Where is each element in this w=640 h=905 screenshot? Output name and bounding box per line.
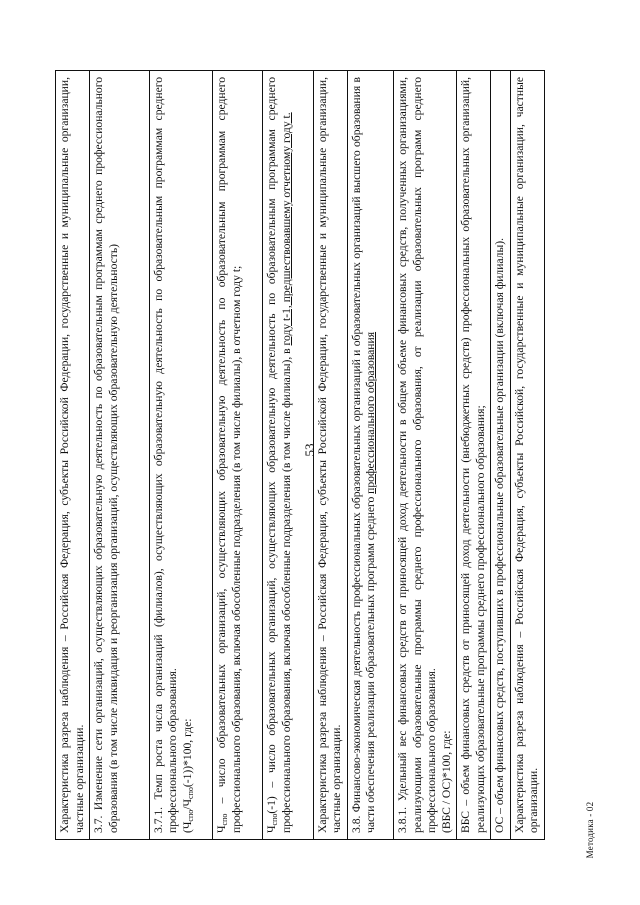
table-row xyxy=(457,71,491,839)
row-text: 3.7.1. Темп роста числа организаций (филиалов), осуществляющих образовательную деятельность по образовательным программам среднего профессионального образования. xyxy=(151,77,180,833)
formula: (ВБС / ОС)*100, где: xyxy=(439,730,453,833)
table-row xyxy=(90,71,150,839)
row-text: $Ч_{спо}$ – число образовательных организаций, осуществляющих образовательную деятельность по образовательным программам среднего профессионального образования, включая обособленные подразделения (в том числе филиалы), в отчетном году t; xyxy=(215,77,243,833)
footer-mark: Методика - 02 xyxy=(585,801,595,859)
table-row xyxy=(314,71,348,839)
table-row xyxy=(491,71,511,839)
row-text: ВБС – объем финансовых средств от приносящей доход деятельности (внебюджетных средств) профессиональных образовательных организаций, реализующих образовательные программы среднего профессионального образования; xyxy=(459,77,487,833)
table-row xyxy=(263,71,313,839)
row-text: $Ч_{спо}(-1)$ – число образовательных организаций, осуществляющих образовательную деятельность по образовательным программам среднего профессионального образования, включая обособленные подразделения (в том числе филиалы), в году t-1, предшествовавшему отчетному году t. xyxy=(265,77,293,833)
table-row xyxy=(150,71,213,839)
row-text: 3.8. Финансово-экономическая деятельность профессиональных образовательных организаций и образовательных организаций высшего образования в части обеспечения реализации образовательных программ среднего профессионального образования xyxy=(349,77,378,833)
formula: $(Ч_{спо}/Ч_{спо}(-1))*100$, где: xyxy=(180,718,195,833)
row-text: Характеристика разреза наблюдения – Российская Федерация, субъекты Российской Федерации, государственные и муниципальные организации, частные организации. xyxy=(315,77,344,833)
table-row xyxy=(213,71,263,839)
row-text: 3.8.1. Удельный вес финансовых средств от приносящей доход деятельности в общем объеме финансовых средств, полученных организациями, реализующими образовательные программы среднего профессионального образования, от реализации образовательных программ среднего профессионального образования. xyxy=(396,77,439,833)
table-row xyxy=(511,71,544,839)
table-row xyxy=(348,71,395,839)
page-number: 53 xyxy=(302,443,317,457)
row-text: Характеристика разреза наблюдения – Российская Федерация, субъекты Российской Федерации, государственные и муниципальные организации, частные организации. xyxy=(58,77,86,833)
row-text: ОС – объем финансовых средств, поступивших в профессиональные образовательные организации (включая филиалы). xyxy=(493,238,507,833)
indicator-table xyxy=(55,70,545,840)
table-row xyxy=(56,71,90,839)
row-text: 3.7. Изменение сети организаций, осуществляющих образовательную деятельность по образовательным программам среднего профессионального образования (в том числе ликвидация и реорганизация организаций, осуществляющих образовательную деятельность) xyxy=(92,77,120,833)
table-row xyxy=(394,71,457,839)
row-text: Характеристика разреза наблюдения – Российская Федерация, субъекты Российской, государственные и муниципальные организации, частные организации. xyxy=(512,77,541,833)
